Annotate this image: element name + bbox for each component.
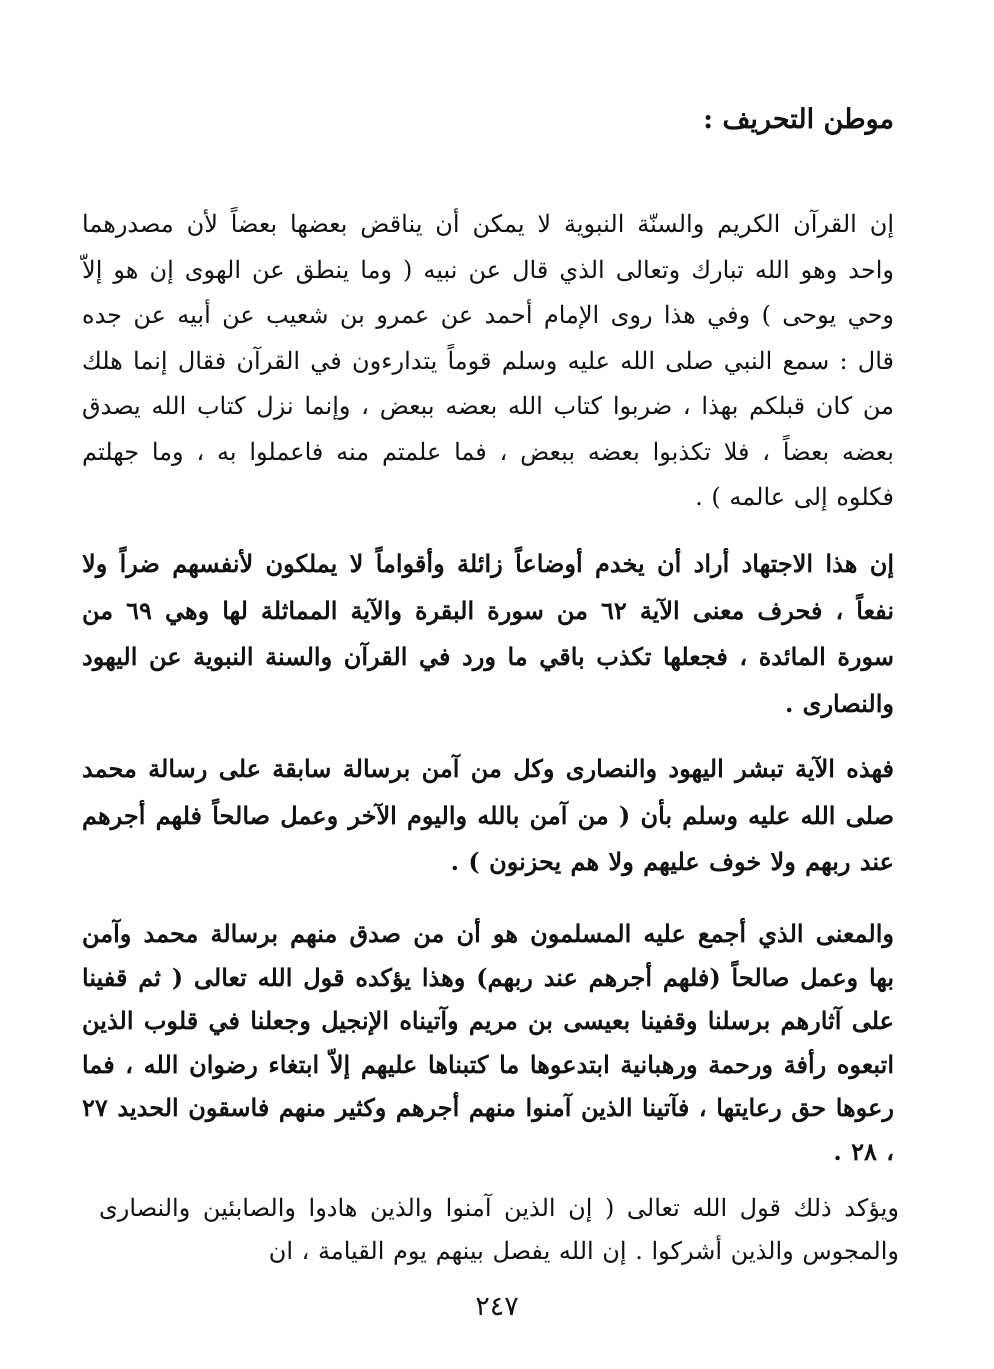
paragraph-1: إن القرآن الكريم والسنّة النبوية لا يمكن أن يناقض بعضها بعضاً لأن مصدرهما واحد وهو الله تبارك وتعالى الذي قال عن نبيه ( وما ينطق عن الهوى إن هو إلاّ وحي يوحى ) وفي هذا روى الإمام أحمد عن عمرو بن شعيب عن أبيه عن جده قال : سمع النبي صلى الله عليه وسلم قوماً يتدارءون في القرآن فقال إنما هلك من كان قبلكم بهذا ، ضربوا كتاب الله بعضه ببعض ، وإنما نزل كتاب الله يصدق بعضه بعضاً ، فلا تكذبوا بعضه ببعض ، فما علمتم منه فاعملوا به ، وما جهلتم فكلوه إلى عالمه ) . bbox=[82, 210, 894, 511]
page-number: ٢٤٧ bbox=[475, 1291, 519, 1322]
section-heading: موطن التحريف : bbox=[703, 104, 894, 135]
paragraph-5: ويؤكد ذلك قول الله تعالى ( إن الذين آمنوا والذين هادوا والصابئين والنصارى والمجوس والذين أشركوا . إن الله يفصل بينهم يوم القيامة ، ان bbox=[99, 1194, 899, 1265]
paragraph-4: والمعنى الذي أجمع عليه المسلمون هو أن من صدق منهم برسالة محمد وآمن بها وعمل صالحاً (فلهم أجرهم عند ربهم) وهذا يؤكده قول الله تعالى ( ثم قفينا على آثارهم برسلنا وقفينا بعيسى بن مريم وآتيناه الإنجيل وجعلنا في قلوب الذين اتبعوه رأفة ورحمة ورهبانية ابتدعوها ما كتبناها عليهم إلاّ ابتغاء رضوان الله ، فما رعوها حق رعايتها ، فآتينا الذين آمنوا منهم أجرهم وكثير منهم فاسقون الحديد ٢٧ ، ٢٨ . bbox=[82, 919, 894, 1166]
paragraph-3: فهذه الآية تبشر اليهود والنصارى وكل من آمن برسالة سابقة على رسالة محمد صلى الله عليه وسلم بأن ( من آمن بالله واليوم الآخر وعمل صالحاً فلهم أجرهم عند ربهم ولا خوف عليهم ولا هم يحزنون ) . bbox=[82, 754, 894, 876]
paragraph-2: إن هذا الاجتهاد أراد أن يخدم أوضاعاً زائلة وأقواماً لا يملكون لأنفسهم ضراً ولا نفعاً ، فحرف معنى الآية ٦٢ من سورة البقرة والآية المماثلة لها وهي ٦٩ من سورة المائدة ، فجعلها تكذب باقي ما ورد في القرآن والسنة النبوية عن اليهود والنصارى . bbox=[82, 549, 895, 718]
